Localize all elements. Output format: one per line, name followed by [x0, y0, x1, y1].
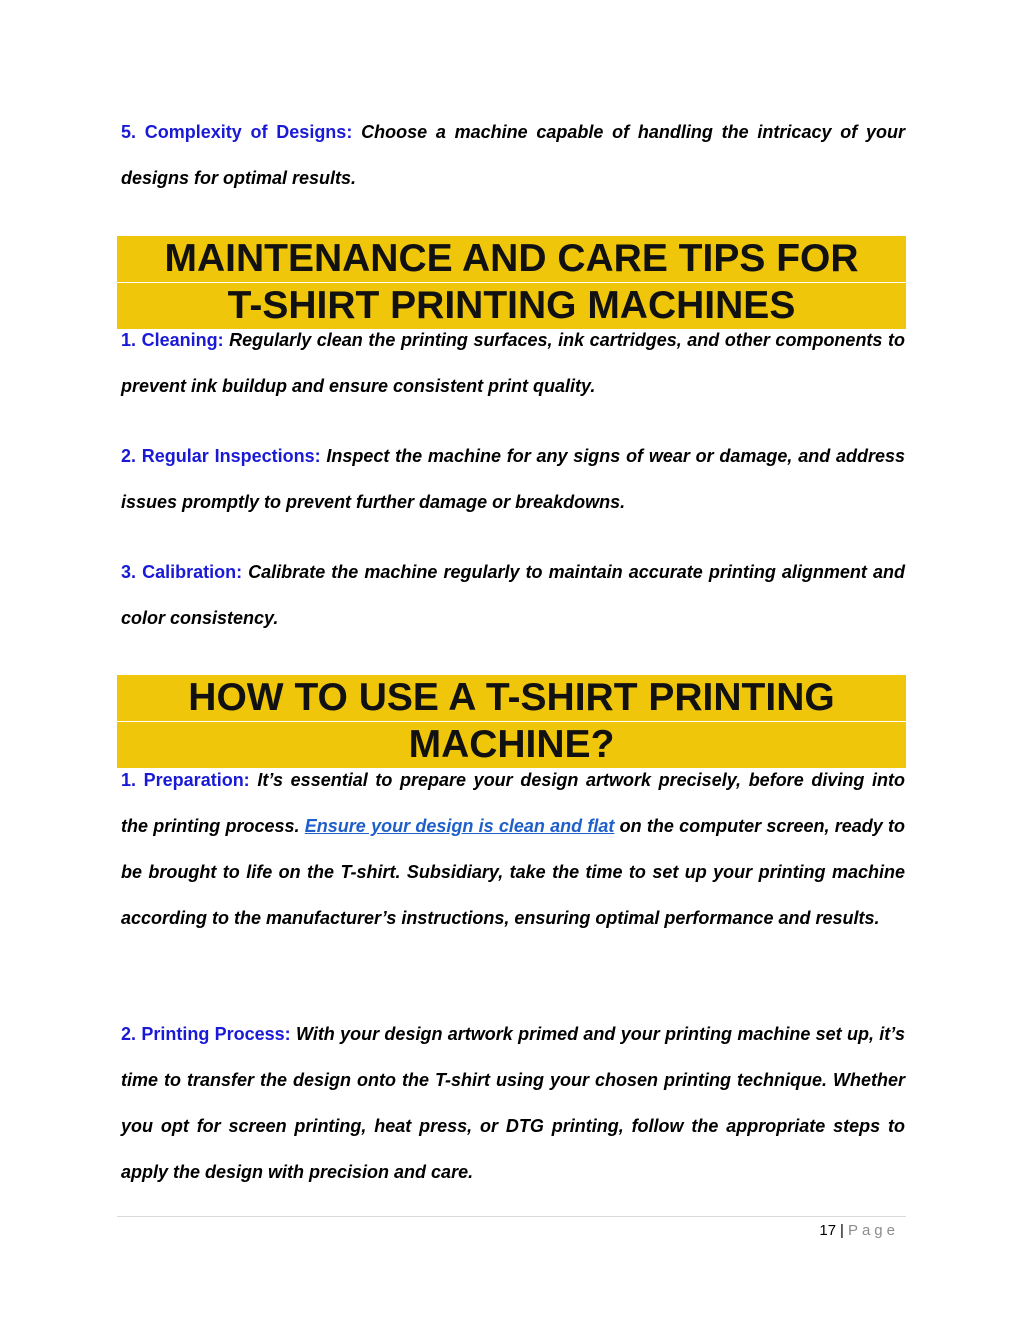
- page-number: 17: [819, 1222, 837, 1239]
- clean-design-link[interactable]: Ensure your design is clean and flat: [304, 816, 615, 836]
- preparation-item: [121, 757, 905, 941]
- printing-process-text: With your design artwork primed and your printing machine set up, it’s time to transfer the design onto the T-shirt using your chosen printing technique. Whether you opt for screen printing, heat press, or DTG printing, follow the appropriate steps to apply the design with precision and care.: [121, 1024, 905, 1182]
- footer-separator: |: [840, 1222, 844, 1239]
- printing-process-item: [121, 1011, 905, 1195]
- maintenance-heading-line1: MAINTENANCE AND CARE TIPS FOR: [164, 237, 859, 280]
- page-label: Page: [847, 1222, 899, 1239]
- usage-heading-line1: HOW TO USE A T-SHIRT PRINTING: [188, 676, 835, 719]
- preparation-text-start: It’s essential to prepare your design artwork precisely, before diving into the printing process.: [121, 770, 905, 836]
- usage-heading-line2: MACHINE?: [117, 721, 906, 768]
- inspections-text: Inspect the machine for any signs of wear or damage, and address issues promptly to prevent further damage or breakdowns.: [121, 446, 905, 512]
- cleaning-label: 1. Cleaning:: [121, 330, 224, 350]
- cleaning-text: Regularly clean the printing surfaces, ink cartridges, and other components to prevent ink buildup and ensure consistent print quality.: [121, 330, 906, 396]
- preparation-label: 1. Preparation:: [121, 770, 250, 790]
- printing-process-label: 2. Printing Process:: [121, 1024, 291, 1044]
- calibration-item: [121, 549, 905, 641]
- maintenance-heading: [117, 236, 906, 329]
- complexity-item: [121, 109, 905, 201]
- complexity-label: 5. Complexity of Designs:: [121, 122, 353, 142]
- calibration-text: Calibrate the machine regularly to maintain accurate printing alignment and color consistency.: [121, 562, 905, 628]
- usage-heading: [117, 675, 906, 768]
- preparation-text-end: on the computer screen, ready to be brought to life on the T-shirt. Subsidiary, take the time to set up your printing machine according to the manufacturer’s instructions, ensuring optimal performance and results.: [121, 816, 905, 928]
- maintenance-heading-line2: T-SHIRT PRINTING MACHINES: [117, 282, 906, 329]
- cleaning-item: [121, 317, 905, 409]
- calibration-label: 3. Calibration:: [121, 562, 243, 582]
- footer-divider: [117, 1216, 906, 1217]
- inspections-item: [121, 433, 905, 525]
- complexity-text: Choose a machine capable of handling the intricacy of your designs for optimal results.: [121, 122, 905, 188]
- inspections-label: 2. Regular Inspections:: [121, 446, 321, 466]
- page-footer: [819, 1222, 899, 1239]
